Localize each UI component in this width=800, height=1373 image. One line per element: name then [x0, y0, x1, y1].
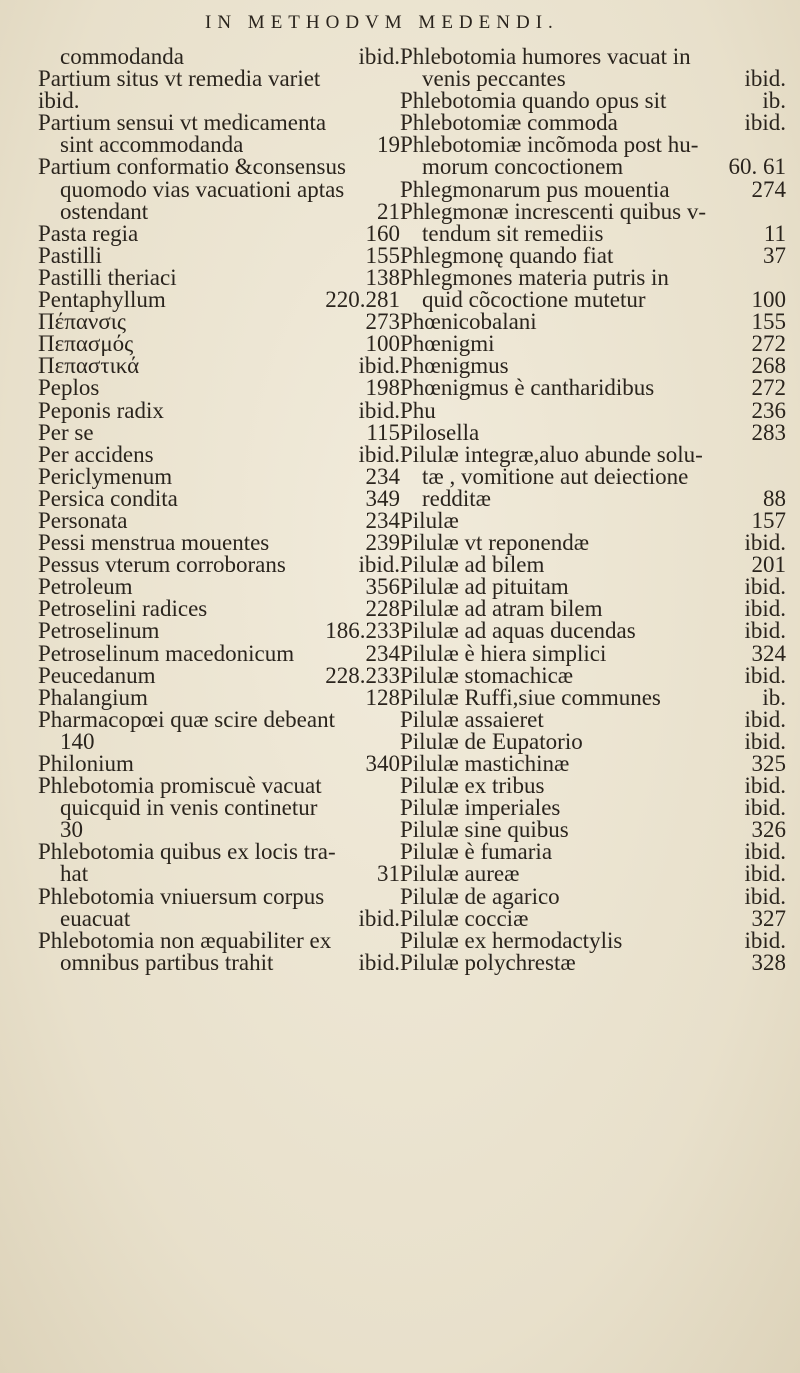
entry-term: Pilulæ sine quibus — [400, 817, 569, 843]
entry-term: Πεπασμός — [38, 331, 134, 357]
entry-term: sint accommodanda — [60, 132, 244, 158]
entry-term: Phlebotomiæ commoda — [400, 110, 618, 136]
index-entry — [38, 242, 400, 268]
entry-term: Pilulæ de agarico — [400, 883, 560, 909]
index-entry — [38, 156, 400, 178]
entry-page-ref: 198 — [365, 375, 400, 401]
index-entry — [400, 905, 786, 931]
entry-page-ref: 201 — [751, 552, 786, 578]
entry-term: Periclymenum — [38, 463, 173, 489]
index-entry — [38, 576, 400, 598]
entry-page-ref: ibid. — [744, 66, 786, 92]
entry-page-ref: ibid. — [358, 905, 400, 931]
index-entry — [38, 598, 400, 620]
index-entry — [400, 68, 786, 90]
index-entry — [400, 463, 786, 489]
entry-page-ref: ibid. — [744, 574, 786, 600]
entry-term: Pasta regia — [38, 220, 139, 246]
index-entry — [38, 355, 400, 377]
entry-page-ref: 37 — [763, 242, 786, 268]
entry-page-ref: 234 — [365, 507, 400, 533]
entry-term: commodanda — [60, 44, 184, 69]
index-entry — [38, 311, 400, 333]
entry-term: Pastilli theriaci — [38, 264, 177, 290]
index-entry — [400, 134, 786, 156]
index-entry — [400, 598, 786, 620]
entry-term: Phœnigmus è cantharidibus — [400, 375, 655, 401]
index-entry — [400, 397, 786, 423]
entry-page-ref: 21 — [377, 198, 400, 224]
index-entry — [400, 706, 786, 732]
entry-term: 30 — [60, 817, 83, 843]
entry-term: Pilulæ cocciæ — [400, 905, 529, 931]
entry-term: quid cõcoctione mutetur — [422, 287, 646, 313]
index-entry — [38, 532, 400, 554]
entry-term: tendum sit remediis — [422, 220, 604, 246]
entry-term: Personata — [38, 507, 128, 533]
index-entry — [400, 311, 786, 333]
index-entry — [400, 176, 786, 202]
index-entry — [400, 819, 786, 841]
index-entry — [38, 684, 400, 710]
entry-term: Peponis radix — [38, 397, 164, 423]
entry-term: tæ , vomitione aut deiectione — [422, 463, 689, 489]
entry-page-ref: 160 — [365, 220, 400, 246]
entry-page-ref: 327 — [751, 905, 786, 931]
index-entry — [38, 289, 400, 311]
entry-page-ref: 228.233 — [325, 662, 400, 688]
entry-page-ref: 155 — [751, 309, 786, 335]
entry-page-ref: ibid. — [744, 839, 786, 865]
index-entry — [400, 863, 786, 885]
index-entry — [400, 355, 786, 377]
entry-term: Partium conformatio &consensus — [38, 154, 346, 180]
entry-term: Petroselinum — [38, 618, 160, 644]
entry-page-ref: 324 — [751, 640, 786, 666]
entry-term: Pilulæ ad bilem — [400, 552, 545, 578]
entry-page-ref: ibid. — [358, 353, 400, 379]
entry-term: Pilulæ ex tribus — [400, 773, 545, 799]
index-entry — [400, 46, 786, 68]
index-entry — [38, 507, 400, 533]
entry-term: Phlebotomia quando opus sit — [400, 88, 667, 114]
index-entry — [400, 289, 786, 311]
index-entry — [38, 485, 400, 511]
entry-term: Pentaphyllum — [38, 287, 166, 313]
entry-page-ref: 328 — [751, 949, 786, 975]
index-entry — [38, 198, 400, 224]
index-entry — [400, 441, 786, 467]
entry-page-ref: ibid. — [744, 706, 786, 732]
entry-term: Phlebotomia promiscuè vacuat — [38, 773, 322, 799]
index-entry — [400, 662, 786, 688]
index-entry — [400, 419, 786, 445]
entry-term: Phlebotomia humores vacuat in — [400, 44, 691, 69]
entry-page-ref: 138 — [365, 264, 400, 290]
entry-term: Pilulæ ex hermodactylis — [400, 927, 623, 953]
entry-page-ref: 220.281 — [325, 287, 400, 313]
entry-page-ref: 228 — [365, 596, 400, 622]
entry-term: Phlebotomia non æquabiliter ex — [38, 927, 332, 953]
entry-page-ref: 268 — [751, 353, 786, 379]
entry-term: Pilulæ — [400, 507, 459, 533]
index-entry — [400, 485, 786, 511]
index-entry — [38, 819, 400, 841]
entry-page-ref: 155 — [365, 242, 400, 268]
entry-page-ref: ibid. — [744, 618, 786, 644]
entry-term: venis peccantes — [422, 66, 566, 92]
entry-term: Phalangium — [38, 684, 148, 710]
index-entry — [400, 728, 786, 754]
entry-term: euacuat — [60, 905, 131, 931]
entry-page-ref: ibid. — [744, 596, 786, 622]
index-entry — [400, 775, 786, 797]
entry-page-ref: 186.233 — [325, 618, 400, 644]
entry-page-ref: 128 — [365, 684, 400, 710]
entry-term: Pilulæ polychrestæ — [400, 949, 576, 975]
entry-page-ref: 283 — [751, 419, 786, 445]
index-entry — [400, 753, 786, 775]
index-entry — [400, 949, 786, 975]
entry-page-ref: ibid. — [744, 795, 786, 821]
index-entry — [38, 863, 400, 885]
index-entry — [400, 797, 786, 819]
entry-term: Pilulæ integræ,aluo abunde solu- — [400, 441, 703, 467]
entry-term: Pilulæ è hiera simplici — [400, 640, 607, 666]
entry-term: Pilulæ ad aquas ducendas — [400, 618, 636, 644]
index-entry — [400, 554, 786, 576]
entry-page-ref: ibid. — [744, 530, 786, 556]
entry-term: Partium sensui vt medicamenta — [38, 110, 327, 136]
entry-term: Petroselinum macedonicum — [38, 640, 295, 666]
index-entry — [400, 620, 786, 642]
entry-page-ref: ibid. — [358, 44, 400, 69]
index-entry — [400, 220, 786, 246]
entry-term: ostendant — [60, 198, 149, 224]
entry-page-ref: 11 — [763, 220, 786, 246]
index-entry — [38, 797, 400, 819]
index-entry — [38, 441, 400, 467]
entry-page-ref: ibid. — [744, 662, 786, 688]
index-entry — [38, 463, 400, 489]
entry-term: 140 — [60, 728, 95, 754]
entry-term: omnibus partibus trahit — [60, 949, 274, 975]
index-entry — [400, 377, 786, 399]
index-entry — [38, 333, 400, 355]
entry-page-ref: ibid. — [744, 883, 786, 909]
index-entry — [38, 905, 400, 931]
entry-page-ref: 325 — [751, 751, 786, 776]
entry-page-ref: 100 — [365, 331, 400, 357]
entry-term: Per accidens — [38, 441, 154, 467]
running-title: IN METHODVM MEDENDI. — [205, 12, 559, 33]
entry-term: Phlegmonarum pus mouentia — [400, 176, 670, 202]
entry-term: morum concoctionem — [422, 154, 624, 180]
entry-page-ref: 234 — [365, 463, 400, 489]
index-entry — [38, 419, 400, 445]
entry-term: Phlegmonę quando fiat — [400, 242, 614, 268]
entry-term: Pharmacopœi quæ scire debeant — [38, 706, 335, 732]
index-entry — [400, 156, 786, 178]
entry-page-ref: 272 — [751, 331, 786, 357]
entry-term: Petroleum — [38, 574, 133, 600]
entry-term: Phœnicobalani — [400, 309, 537, 335]
index-entry — [38, 176, 400, 202]
entry-term: Peplos — [38, 375, 100, 401]
entry-page-ref: 340 — [365, 751, 400, 776]
index-entry — [38, 377, 400, 399]
entry-term: hat — [60, 861, 89, 887]
entry-term: Phlegmonæ increscenti quibus v- — [400, 198, 706, 224]
entry-page-ref: ibid. — [744, 773, 786, 799]
entry-page-ref: 356 — [365, 574, 400, 600]
index-entry — [38, 775, 400, 797]
index-entry — [38, 554, 400, 576]
index-entry — [38, 264, 400, 290]
index-entry — [38, 46, 400, 68]
entry-page-ref: 100 — [751, 287, 786, 313]
entry-term: redditæ — [422, 485, 491, 511]
entry-term: Petroselini radices — [38, 596, 208, 622]
index-entry — [38, 134, 400, 156]
index-entry — [38, 68, 400, 90]
index-entry — [38, 753, 400, 775]
entry-page-ref: ibid. — [358, 397, 400, 423]
entry-page-ref: 326 — [751, 817, 786, 843]
entry-term: Pilulæ stomachicæ — [400, 662, 574, 688]
entry-page-ref: 234 — [365, 640, 400, 666]
entry-term: Pilulæ imperiales — [400, 795, 561, 821]
entry-page-ref: ibid. — [358, 441, 400, 467]
entry-term: Πέπανσις — [38, 309, 127, 335]
index-entry — [38, 662, 400, 688]
index-entry — [400, 264, 786, 290]
index-entry — [400, 640, 786, 666]
entry-term: Persica condita — [38, 485, 178, 511]
entry-term: Pilulæ ad pituitam — [400, 574, 569, 600]
entry-term: Pilosella — [400, 419, 480, 445]
index-entry — [38, 728, 400, 754]
entry-term: Pilulæ assaieret — [400, 706, 544, 732]
entry-term: Phlebotomia quibus ex locis tra- — [38, 839, 336, 865]
entry-term: Pilulæ è fumaria — [400, 839, 553, 865]
index-entry — [38, 640, 400, 666]
entry-page-ref: ibid. — [744, 861, 786, 887]
entry-term: Pastilli — [38, 242, 102, 268]
index-column-right — [400, 46, 786, 974]
entry-page-ref: 115 — [366, 419, 400, 445]
entry-page-ref: ibid. — [744, 110, 786, 136]
entry-term: Pilulæ mastichinæ — [400, 751, 570, 776]
entry-page-ref: ib. — [762, 684, 786, 710]
index-entry — [38, 220, 400, 246]
index-entry — [400, 507, 786, 533]
index-entry — [400, 927, 786, 953]
entry-term: Phœnigmus — [400, 353, 509, 379]
entry-term: Πεπαστικά — [38, 353, 140, 379]
entry-page-ref: 236 — [751, 397, 786, 423]
index-entry — [400, 841, 786, 863]
entry-term: Phœnigmi — [400, 331, 495, 357]
entry-page-ref: 273 — [365, 309, 400, 335]
entry-term: Pilulæ de Eupatorio — [400, 728, 583, 754]
entry-term: Peucedanum — [38, 662, 156, 688]
index-entry — [38, 112, 400, 134]
entry-term: ibid. — [38, 88, 80, 114]
entry-term: Phlebotomiæ incõmoda post hu- — [400, 132, 699, 158]
entry-page-ref: ibid. — [358, 552, 400, 578]
entry-term: Partium situs vt remedia variet — [38, 66, 321, 92]
index-entry — [400, 333, 786, 355]
entry-page-ref: 60. 61 — [728, 154, 786, 180]
entry-term: Pessus vterum corroborans — [38, 552, 286, 578]
index-entry — [400, 242, 786, 268]
entry-page-ref: 349 — [365, 485, 400, 511]
entry-page-ref: 31 — [377, 861, 400, 887]
entry-page-ref: 157 — [751, 507, 786, 533]
index-entry — [38, 620, 400, 642]
index-column-left — [38, 46, 400, 974]
entry-term: Pilulæ ad atram bilem — [400, 596, 603, 622]
entry-term: Phu — [400, 397, 436, 423]
index-entry — [38, 706, 400, 732]
index-entry — [38, 883, 400, 909]
index-entry — [400, 90, 786, 112]
entry-term: Philonium — [38, 751, 134, 776]
entry-term: quomodo vias vacuationi aptas — [60, 176, 345, 202]
entry-page-ref: ib. — [762, 88, 786, 114]
entry-term: Pilulæ vt reponendæ — [400, 530, 590, 556]
entry-page-ref: 88 — [763, 485, 786, 511]
index-entry — [400, 576, 786, 598]
index-entry — [38, 927, 400, 953]
entry-page-ref: 19 — [377, 132, 400, 158]
index-entry — [38, 949, 400, 975]
entry-term: Phlebotomia vniuersum corpus — [38, 883, 325, 909]
entry-term: Pessi menstrua mouentes — [38, 530, 270, 556]
entry-term: Per se — [38, 419, 94, 445]
entry-term: Pilulæ aureæ — [400, 861, 520, 887]
index-entry — [38, 397, 400, 423]
entry-page-ref: 272 — [751, 375, 786, 401]
index-entry — [400, 883, 786, 909]
entry-page-ref: ibid. — [744, 728, 786, 754]
entry-term: Phlegmones materia putris in — [400, 264, 669, 290]
entry-page-ref: ibid. — [744, 927, 786, 953]
index-entry — [400, 684, 786, 710]
index-entry — [400, 198, 786, 224]
index-entry — [38, 841, 400, 863]
entry-page-ref: ibid. — [358, 949, 400, 975]
index-entry — [400, 112, 786, 134]
entry-term: quicquid in venis continetur — [60, 795, 318, 821]
entry-page-ref: 239 — [365, 530, 400, 556]
entry-page-ref: 274 — [751, 176, 786, 202]
index-entry — [400, 532, 786, 554]
entry-term: Pilulæ Ruffi,siue communes — [400, 684, 661, 710]
index-entry — [38, 90, 400, 112]
